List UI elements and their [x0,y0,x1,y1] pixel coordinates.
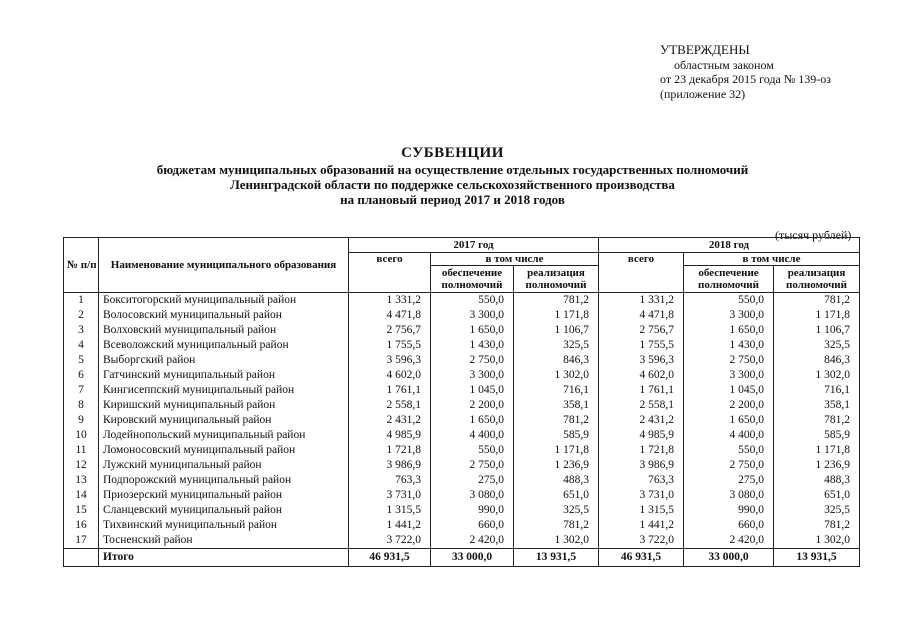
document-title: СУБВЕНЦИИ [401,145,504,161]
table-row [64,323,860,338]
table-row [64,413,860,428]
header-including-2018: в том числе [684,253,860,266]
realization-2018-cell: 325,5 [774,503,860,518]
header-total-2018: всего [599,253,684,293]
provision-2018-cell: 550,0 [684,293,774,309]
row-number-cell: 8 [64,398,99,413]
row-number-cell: 6 [64,368,99,383]
municipality-name-cell: Лужский муниципальный район [99,458,349,473]
realization-2018-cell: 358,1 [774,398,860,413]
unit-note: (тысяч рублей) [775,228,852,242]
grand-realization-2018-cell: 13 931,5 [774,549,860,567]
total-2018-cell: 3 986,9 [599,458,684,473]
provision-2018-cell: 2 750,0 [684,353,774,368]
provision-2017-cell: 1 650,0 [431,323,514,338]
municipality-name-cell: Подпорожский муниципальный район [99,473,349,488]
table-row [64,443,860,458]
provision-2017-cell: 3 080,0 [431,488,514,503]
provision-2017-cell: 1 045,0 [431,383,514,398]
provision-2018-cell: 3 300,0 [684,308,774,323]
municipality-name-cell: Выборгский район [99,353,349,368]
total-2017-cell: 3 986,9 [349,458,431,473]
municipality-name-cell: Кировский муниципальный район [99,413,349,428]
total-2018-cell: 3 596,3 [599,353,684,368]
row-number-cell: 16 [64,518,99,533]
table-row [64,293,860,309]
provision-2017-cell: 3 300,0 [431,308,514,323]
realization-2017-cell: 1 171,8 [514,443,599,458]
provision-2017-cell: 550,0 [431,293,514,309]
row-number-cell: 2 [64,308,99,323]
realization-2017-cell: 1 171,8 [514,308,599,323]
row-number-cell: 3 [64,323,99,338]
provision-2018-cell: 4 400,0 [684,428,774,443]
total-2017-cell: 1 441,2 [349,518,431,533]
total-2018-cell: 1 315,5 [599,503,684,518]
total-2017-cell: 3 731,0 [349,488,431,503]
total-2017-cell: 1 315,5 [349,503,431,518]
realization-2018-cell: 1 236,9 [774,458,860,473]
total-2017-cell: 4 985,9 [349,428,431,443]
provision-2017-cell: 275,0 [431,473,514,488]
header-total-2017: всего [349,253,431,293]
table-row [64,503,860,518]
table-row [64,488,860,503]
row-number-cell: 12 [64,458,99,473]
provision-2018-cell: 1 045,0 [684,383,774,398]
total-blank-cell [64,549,99,567]
realization-2018-cell: 651,0 [774,488,860,503]
row-number-cell: 4 [64,338,99,353]
provision-2018-cell: 2 200,0 [684,398,774,413]
total-2018-cell: 4 471,8 [599,308,684,323]
total-2017-cell: 4 602,0 [349,368,431,383]
total-2018-cell: 1 441,2 [599,518,684,533]
realization-2018-cell: 1 171,8 [774,443,860,458]
header-realization-2018: реализация полномочий [774,266,860,293]
realization-2017-cell: 488,3 [514,473,599,488]
realization-2017-cell: 585,9 [514,428,599,443]
provision-2017-cell: 4 400,0 [431,428,514,443]
realization-2018-cell: 488,3 [774,473,860,488]
realization-2017-cell: 781,2 [514,413,599,428]
total-2017-cell: 4 471,8 [349,308,431,323]
realization-2017-cell: 1 302,0 [514,533,599,549]
header-number: № п/п [64,238,99,293]
total-2018-cell: 3 722,0 [599,533,684,549]
total-2018-cell: 763,3 [599,473,684,488]
table-row [64,308,860,323]
total-row [64,549,860,567]
row-number-cell: 17 [64,533,99,549]
total-2017-cell: 1 331,2 [349,293,431,309]
realization-2018-cell: 781,2 [774,518,860,533]
municipality-name-cell: Бокситогорский муниципальный район [99,293,349,309]
total-2018-cell: 4 602,0 [599,368,684,383]
total-2018-cell: 1 331,2 [599,293,684,309]
municipality-name-cell: Волховский муниципальный район [99,323,349,338]
realization-2018-cell: 585,9 [774,428,860,443]
realization-2017-cell: 325,5 [514,503,599,518]
approval-title: УТВЕРЖДЕНЫ [660,42,750,57]
approval-stamp [660,43,831,101]
realization-2017-cell: 1 236,9 [514,458,599,473]
table-row [64,383,860,398]
provision-2017-cell: 3 300,0 [431,368,514,383]
document-heading [0,145,905,207]
total-2018-cell: 1 761,1 [599,383,684,398]
table-row [64,338,860,353]
header-name: Наименование муниципального образования [99,238,349,293]
realization-2017-cell: 325,5 [514,338,599,353]
municipality-name-cell: Тихвинский муниципальный район [99,518,349,533]
realization-2018-cell: 325,5 [774,338,860,353]
total-2018-cell: 2 756,7 [599,323,684,338]
row-number-cell: 7 [64,383,99,398]
row-number-cell: 10 [64,428,99,443]
document-subtitle-line-1: бюджетам муниципальных образований на осуществление отдельных государственных полномочий [156,162,749,177]
total-2018-cell: 2 431,2 [599,413,684,428]
row-number-cell: 1 [64,293,99,309]
provision-2017-cell: 1 430,0 [431,338,514,353]
provision-2018-cell: 275,0 [684,473,774,488]
row-number-cell: 15 [64,503,99,518]
provision-2018-cell: 1 650,0 [684,413,774,428]
municipality-name-cell: Лодейнопольский муниципальный район [99,428,349,443]
municipality-name-cell: Сланцевский муниципальный район [99,503,349,518]
total-2017-cell: 3 596,3 [349,353,431,368]
total-2018-cell: 3 731,0 [599,488,684,503]
approval-date: от 23 декабря 2015 года № 139-оз [660,72,832,86]
total-2018-cell: 1 721,8 [599,443,684,458]
total-2017-cell: 1 755,5 [349,338,431,353]
provision-2018-cell: 1 650,0 [684,323,774,338]
provision-2017-cell: 990,0 [431,503,514,518]
total-label-cell: Итого [99,549,349,567]
realization-2017-cell: 651,0 [514,488,599,503]
realization-2018-cell: 781,2 [774,293,860,309]
table-row [64,353,860,368]
realization-2017-cell: 781,2 [514,518,599,533]
realization-2017-cell: 358,1 [514,398,599,413]
provision-2018-cell: 3 080,0 [684,488,774,503]
table-row [64,518,860,533]
total-2018-cell: 2 558,1 [599,398,684,413]
provision-2017-cell: 2 200,0 [431,398,514,413]
municipality-name-cell: Кингисеппский муниципальный район [99,383,349,398]
realization-2018-cell: 781,2 [774,413,860,428]
header-year-2018: 2018 год [599,238,860,253]
provision-2017-cell: 660,0 [431,518,514,533]
table-row [64,398,860,413]
realization-2017-cell: 1 106,7 [514,323,599,338]
row-number-cell: 9 [64,413,99,428]
total-2017-cell: 2 756,7 [349,323,431,338]
realization-2017-cell: 781,2 [514,293,599,309]
realization-2017-cell: 846,3 [514,353,599,368]
provision-2017-cell: 550,0 [431,443,514,458]
realization-2018-cell: 1 171,8 [774,308,860,323]
municipality-name-cell: Приозерский муниципальный район [99,488,349,503]
table-row [64,368,860,383]
document-subtitle-line-2: Ленинградской области по поддержке сельскохозяйственного производства [230,177,675,192]
provision-2018-cell: 660,0 [684,518,774,533]
municipality-name-cell: Ломоносовский муниципальный район [99,443,349,458]
grand-realization-2017-cell: 13 931,5 [514,549,599,567]
realization-2017-cell: 716,1 [514,383,599,398]
provision-2018-cell: 2 750,0 [684,458,774,473]
grand-provision-2018-cell: 33 000,0 [684,549,774,567]
total-2017-cell: 1 761,1 [349,383,431,398]
provision-2018-cell: 3 300,0 [684,368,774,383]
provision-2018-cell: 2 420,0 [684,533,774,549]
municipality-name-cell: Волосовский муниципальный район [99,308,349,323]
grand-total-2018-cell: 46 931,5 [599,549,684,567]
grand-total-2017-cell: 46 931,5 [349,549,431,567]
table-row [64,473,860,488]
approval-appendix: (приложение 32) [660,86,746,101]
header-year-2017: 2017 год [349,238,599,253]
realization-2018-cell: 1 106,7 [774,323,860,338]
municipality-name-cell: Всеволожский муниципальный район [99,338,349,353]
header-provision-2017: обеспечение полномочий [431,266,514,293]
total-2017-cell: 2 558,1 [349,398,431,413]
total-2017-cell: 2 431,2 [349,413,431,428]
header-realization-2017: реализация полномочий [514,266,599,293]
row-number-cell: 5 [64,353,99,368]
provision-2017-cell: 2 750,0 [431,353,514,368]
realization-2018-cell: 1 302,0 [774,368,860,383]
municipality-name-cell: Тосненский район [99,533,349,549]
provision-2018-cell: 550,0 [684,443,774,458]
total-2017-cell: 3 722,0 [349,533,431,549]
provision-2018-cell: 990,0 [684,503,774,518]
realization-2018-cell: 846,3 [774,353,860,368]
municipality-name-cell: Киришский муниципальный район [99,398,349,413]
provision-2018-cell: 1 430,0 [684,338,774,353]
provision-2017-cell: 2 420,0 [431,533,514,549]
subsidies-table [63,237,860,567]
total-2018-cell: 4 985,9 [599,428,684,443]
provision-2017-cell: 2 750,0 [431,458,514,473]
realization-2018-cell: 1 302,0 [774,533,860,549]
table-row [64,428,860,443]
realization-2018-cell: 716,1 [774,383,860,398]
approval-law: областным законом [674,57,774,72]
header-including-2017: в том числе [431,253,599,266]
total-2018-cell: 1 755,5 [599,338,684,353]
header-provision-2018: обеспечение полномочий [684,266,774,293]
row-number-cell: 14 [64,488,99,503]
total-2017-cell: 763,3 [349,473,431,488]
row-number-cell: 11 [64,443,99,458]
provision-2017-cell: 1 650,0 [431,413,514,428]
document-subtitle-line-3: на плановый период 2017 и 2018 годов [340,192,565,207]
table-row [64,458,860,473]
realization-2017-cell: 1 302,0 [514,368,599,383]
municipality-name-cell: Гатчинский муниципальный район [99,368,349,383]
total-2017-cell: 1 721,8 [349,443,431,458]
grand-provision-2017-cell: 33 000,0 [431,549,514,567]
row-number-cell: 13 [64,473,99,488]
table-row [64,533,860,549]
